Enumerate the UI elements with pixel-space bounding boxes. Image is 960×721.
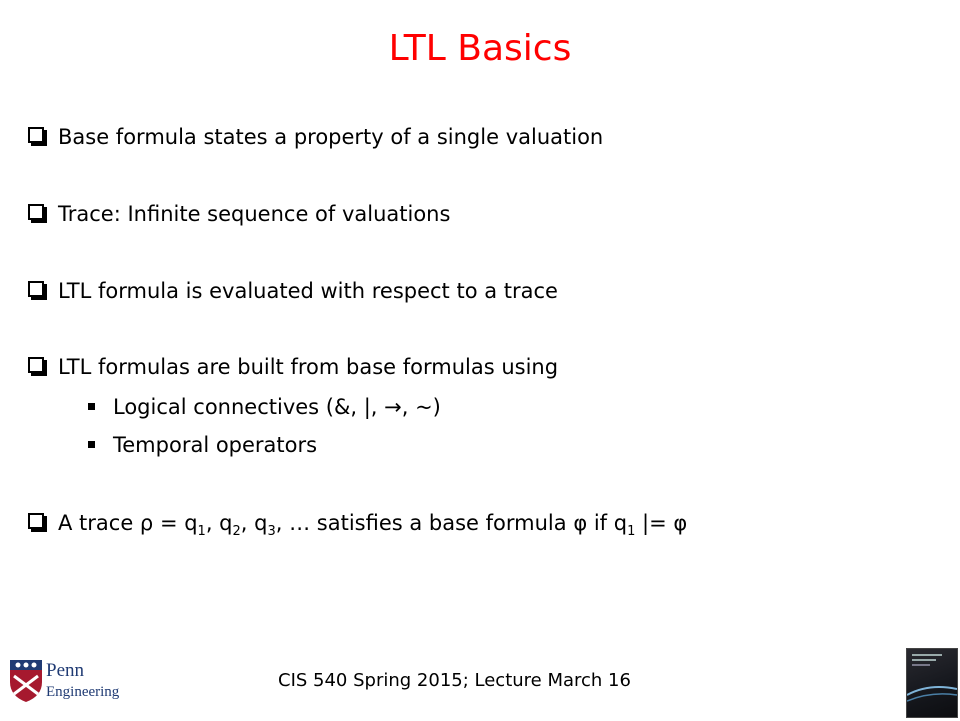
subscript: 1 — [197, 524, 206, 540]
checkbox-bullet-icon — [28, 357, 44, 373]
text-comma: , q — [205, 511, 233, 535]
bullet-ltl-built — [28, 352, 558, 382]
book-cover-image — [906, 648, 958, 718]
cover-swoosh — [907, 694, 957, 701]
bullet-trace — [28, 199, 450, 229]
subbullet-temporal — [88, 430, 317, 460]
subbullet-connectives — [88, 392, 441, 422]
text-models: |= — [635, 511, 674, 535]
checkbox-bullet-icon — [28, 127, 44, 143]
bullet-ltl-evaluated — [28, 276, 558, 306]
shield-dot — [24, 663, 29, 668]
text-satisfies: , … satisfies a base formula — [275, 511, 574, 535]
bullet-text: LTL formula is evaluated with respect to a trace — [58, 279, 558, 303]
penn-engineering-logo — [8, 656, 120, 704]
cover-line — [912, 659, 936, 661]
checkbox-bullet-icon — [28, 513, 44, 529]
subscript: 2 — [232, 524, 241, 540]
checkbox-bullet-icon — [28, 204, 44, 220]
cover-line — [912, 654, 942, 656]
bullet-base-formula — [28, 122, 603, 152]
square-bullet-icon — [88, 403, 95, 410]
slide-title: LTL Basics — [388, 28, 572, 69]
bullet-text: Trace: Infinite sequence of valuations — [58, 202, 451, 226]
shield-dot — [32, 663, 37, 668]
shield-dot — [16, 663, 21, 668]
logo-penn-text: Penn — [46, 660, 84, 681]
subbullet-text: Logical connectives (&, |, →, ~) — [113, 395, 441, 419]
subscript: 3 — [267, 524, 276, 540]
bullet-text: Base formula states a property of a single valuation — [58, 125, 604, 149]
text-comma: , q — [240, 511, 268, 535]
text-if: if q — [587, 511, 628, 535]
logo-engineering-text: Engineering — [46, 684, 120, 700]
book-cover-art — [907, 649, 957, 717]
phi-symbol: φ — [673, 511, 688, 535]
bullet-trace-satisfies — [28, 508, 687, 547]
slide-footer: CIS 540 Spring 2015; Lecture March 16 — [278, 670, 631, 691]
text-a-trace: A trace — [58, 511, 140, 535]
cover-line — [912, 664, 930, 666]
rho-symbol: ρ — [139, 511, 154, 535]
phi-symbol: φ — [573, 511, 588, 535]
square-bullet-icon — [88, 441, 95, 448]
subbullet-text: Temporal operators — [113, 433, 318, 457]
text-eq: = q — [153, 511, 198, 535]
checkbox-bullet-icon — [28, 281, 44, 297]
subscript: 1 — [627, 524, 636, 540]
bullet-text: LTL formulas are built from base formulas using — [58, 355, 559, 379]
